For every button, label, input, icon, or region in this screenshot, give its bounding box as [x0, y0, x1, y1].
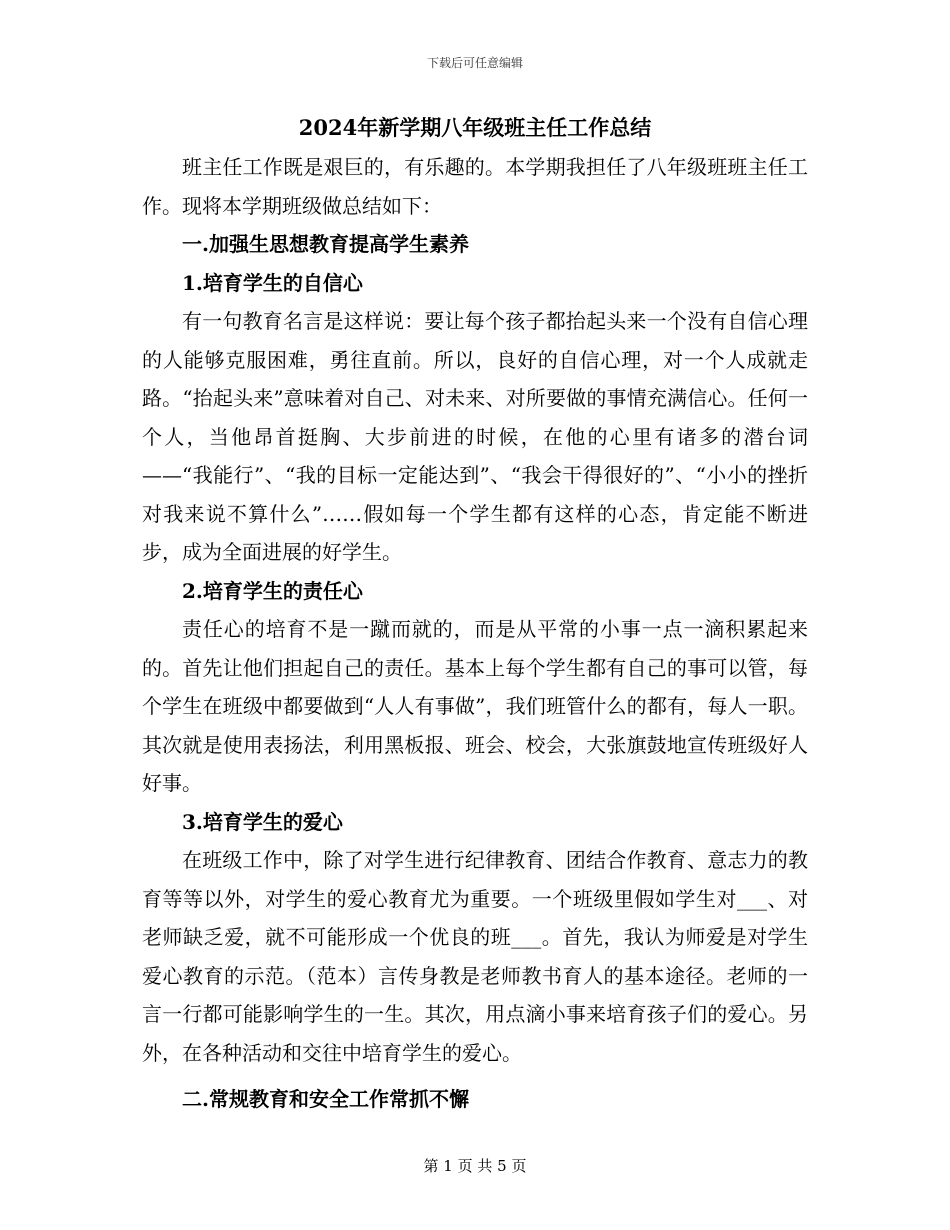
header-note: 下载后可任意编辑	[426, 56, 523, 70]
page-number: 第 1 页 共 5 页	[423, 1157, 527, 1175]
section-1-heading: 一.加强生思想教育提高学生素养	[182, 232, 469, 256]
intro-paragraph: 班主任工作既是艰巨的，有乐趣的。本学期我担任了八年级班班主任工作。现将本学期班级做总结如下：	[142, 155, 808, 218]
subsection-2-paragraph: 责任心的培育不是一蹴而就的，而是从平常的小事一点一滴积累起来的。首先让他们担起自己的责任。基本上每个学生都有自己的事可以管，每个学生在班级中都要做到“人人有事做”，我们班管什么的都有，每人一职。其次就是使用表扬法，利用黑板报、班会、校会，大张旗鼓地宣传班级好人好事。	[142, 617, 808, 795]
document-title: 2024年新学期八年级班主任工作总结	[298, 115, 652, 140]
document-body	[142, 112, 808, 1119]
section-2-heading: 二.常规教育和安全工作常抓不懈	[182, 1087, 469, 1111]
subsection-3-paragraph: 在班级工作中，除了对学生进行纪律教育、团结合作教育、意志力的教育等等以外，对学生的爱心教育尤为重要。一个班级里假如学生对___、对老师缺乏爱，就不可能形成一个优良的班___。首先，我认为师爱是对学生爱心教育的示范。（范本）言传身教是老师教书育人的基本途径。老师的一言一行都可能影响学生的一生。其次，用点滴小事来培育孩子们的爱心。另外，在各种活动和交往中培育学生的爱心。	[142, 848, 808, 1065]
subsection-3-heading: 3.培育学生的爱心	[182, 809, 343, 834]
subsection-2-heading: 2.培育学生的责任心	[182, 578, 363, 603]
subsection-1-paragraph: 有一句教育名言是这样说：要让每个孩子都抬起头来一个没有自信心理的人能够克服困难，勇往直前。所以，良好的自信心理，对一个人成就走路。“抬起头来”意味着对自己、对未来、对所要做的事情充满信心。任何一个人，当他昂首挺胸、大步前进的时候，在他的心里有诸多的潜台词——“我能行”、“我的目标一定能达到”、“我会干得很好的”、“小小的挫折对我来说不算什么”……假如每一个学生都有这样的心态，肯定能不断进步，成为全面进展的好学生。	[142, 309, 808, 564]
subsection-1-heading: 1.培育学生的自信心	[182, 270, 363, 295]
